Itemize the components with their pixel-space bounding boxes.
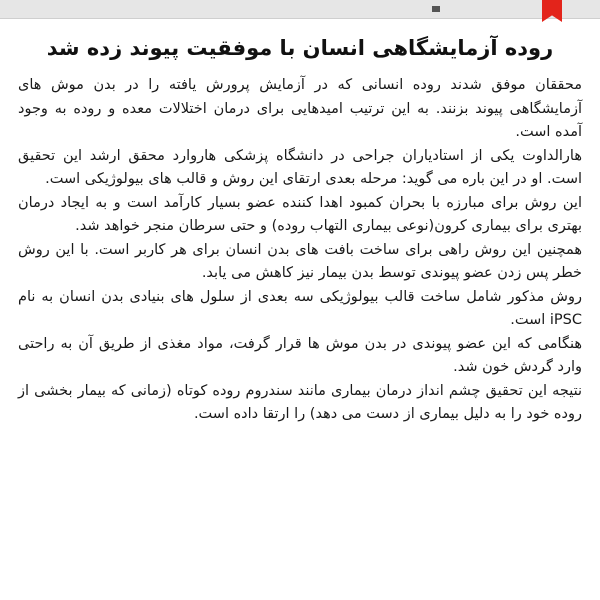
header-divider-mark: [432, 6, 440, 12]
article-paragraph: محققان موفق شدند روده انسانی که در آزمایش پرورش یافته را در بدن موش های آزمایشگاهی پیوند بزنند. به این ترتیب امیدهایی برای درمان اختلالات معده و روده به وجود آمده است.: [18, 77, 582, 140]
article-paragraph: روش مذکور شامل ساخت قالب بیولوژیکی سه بعدی از سلول های بنیادی بدن انسان به نام iPSC است.: [18, 288, 582, 328]
article-paragraph: نتیجه این تحقیق چشم انداز درمان بیماری مانند سندروم روده کوتاه (زمانی که بیمار بخشی از روده خود را به دلیل بیماری از دست می دهد) را ارتقا داده است.: [18, 382, 582, 422]
article-paragraph: هارالداوت یکی از استادیاران جراحی در دانشگاه پزشکی هاروارد محقق ارشد این تحقیق است. او در این باره می گوید: مرحله بعدی ارتقای این روش و قالب های بیولوژیکی است.: [18, 147, 582, 187]
article-paragraph: همچنین این روش راهی برای ساخت بافت های بدن انسان برای هر کاربر است. با این روش خطر پس زدن عضو پیوندی توسط بدن بیمار نیز کاهش می یابد.: [18, 241, 582, 281]
article-paragraph: هنگامی که این عضو پیوندی در بدن موش ها قرار گرفت، مواد مغذی از طریق آن به راحتی وارد گردش خون شد.: [18, 335, 582, 375]
article-paragraph: این روش برای مبارزه با بحران کمبود اهدا کننده عضو بسیار کارآمد است و به ایجاد درمان بهتری برای بیماری کرون(نوعی بیماری التهاب روده) و حتی سرطان منجر خواهد شد.: [18, 194, 582, 234]
top-header-band: [0, 0, 600, 19]
news-article: [18, 34, 582, 427]
article-headline: روده آزمایشگاهی انسان با موفقیت پیوند زده شد: [46, 36, 554, 60]
